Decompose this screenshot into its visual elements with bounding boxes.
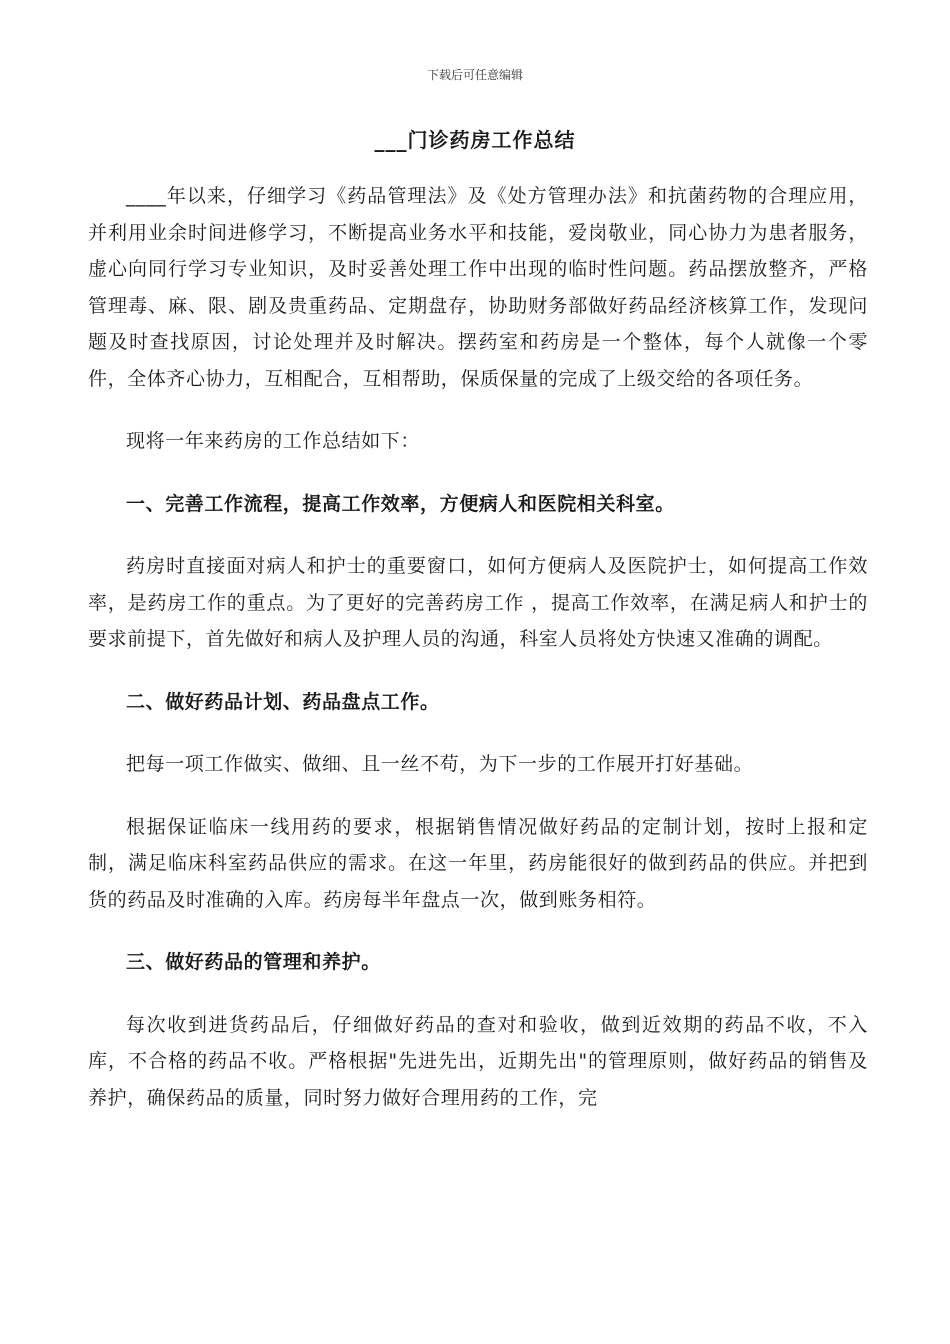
paragraph-summary-lead: 现将一年来药房的工作总结如下： <box>126 430 421 452</box>
section-heading-1: 一、完善工作流程，提高工作效率，方便病人和医院相关科室。 <box>126 492 675 515</box>
paragraph-section-2b: 根据保证临床一线用药的要求，根据销售情况做好药品的定制计划，按时上报和定制，满足临床科室药品供应的需求。在这一年里，药房能很好的做到药品的供应。并把到货的药品及时准确的入库。药房每半年盘点一次，做到账务相符。 <box>88 815 868 911</box>
paragraph-section-2a: 把每一项工作做实、做细、且一丝不苟，为下一步的工作展开打好基础。 <box>126 753 754 775</box>
section-heading-2: 二、做好药品计划、药品盘点工作。 <box>126 690 440 713</box>
header-note: 下载后可任意编辑 <box>426 68 523 82</box>
document-title: ___门诊药房工作总结 <box>374 128 576 152</box>
paragraph-section-1: 药房时直接面对病人和护士的重要窗口，如何方便病人及医院护士，如何提高工作效率，是药房工作的重点。为了更好的完善药房工作 ，提高工作效率，在满足病人和护士的要求前提下，首先做好和病人及护理人员的沟通，科室人员将处方快速又准确的调配。 <box>88 555 868 650</box>
section-heading-3: 三、做好药品的管理和养护。 <box>126 951 381 973</box>
document-body <box>88 178 868 1142</box>
paragraph-section-3: 每次收到进货药品后，仔细做好药品的查对和验收，做到近效期的药品不收，不入库，不合格的药品不收。严格根据"先进先出，近期先出"的管理原则，做好药品的销售及养护，确保药品的质量，同时努力做好合理用药的工作，完 <box>88 1013 868 1109</box>
paragraph-intro: ____年以来，仔细学习《药品管理法》及《处方管理办法》和抗菌药物的合理应用，并利用业余时间进修学习，不断提高业务水平和技能，爱岗敬业，同心协力为患者服务，虚心向同行学习专业知识，及时妥善处理工作中出现的临时性问题。药品摆放整齐，严格管理毒、麻、限、剧及贵重药品、定期盘存，协助财务部做好药品经济核算工作，发现问题及时查找原因，讨论处理并及时解决。摆药室和药房是一个整体，每个人就像一个零件，全体齐心协力，互相配合，互相帮助，保质保量的完成了上级交给的各项任务。 <box>88 185 868 390</box>
